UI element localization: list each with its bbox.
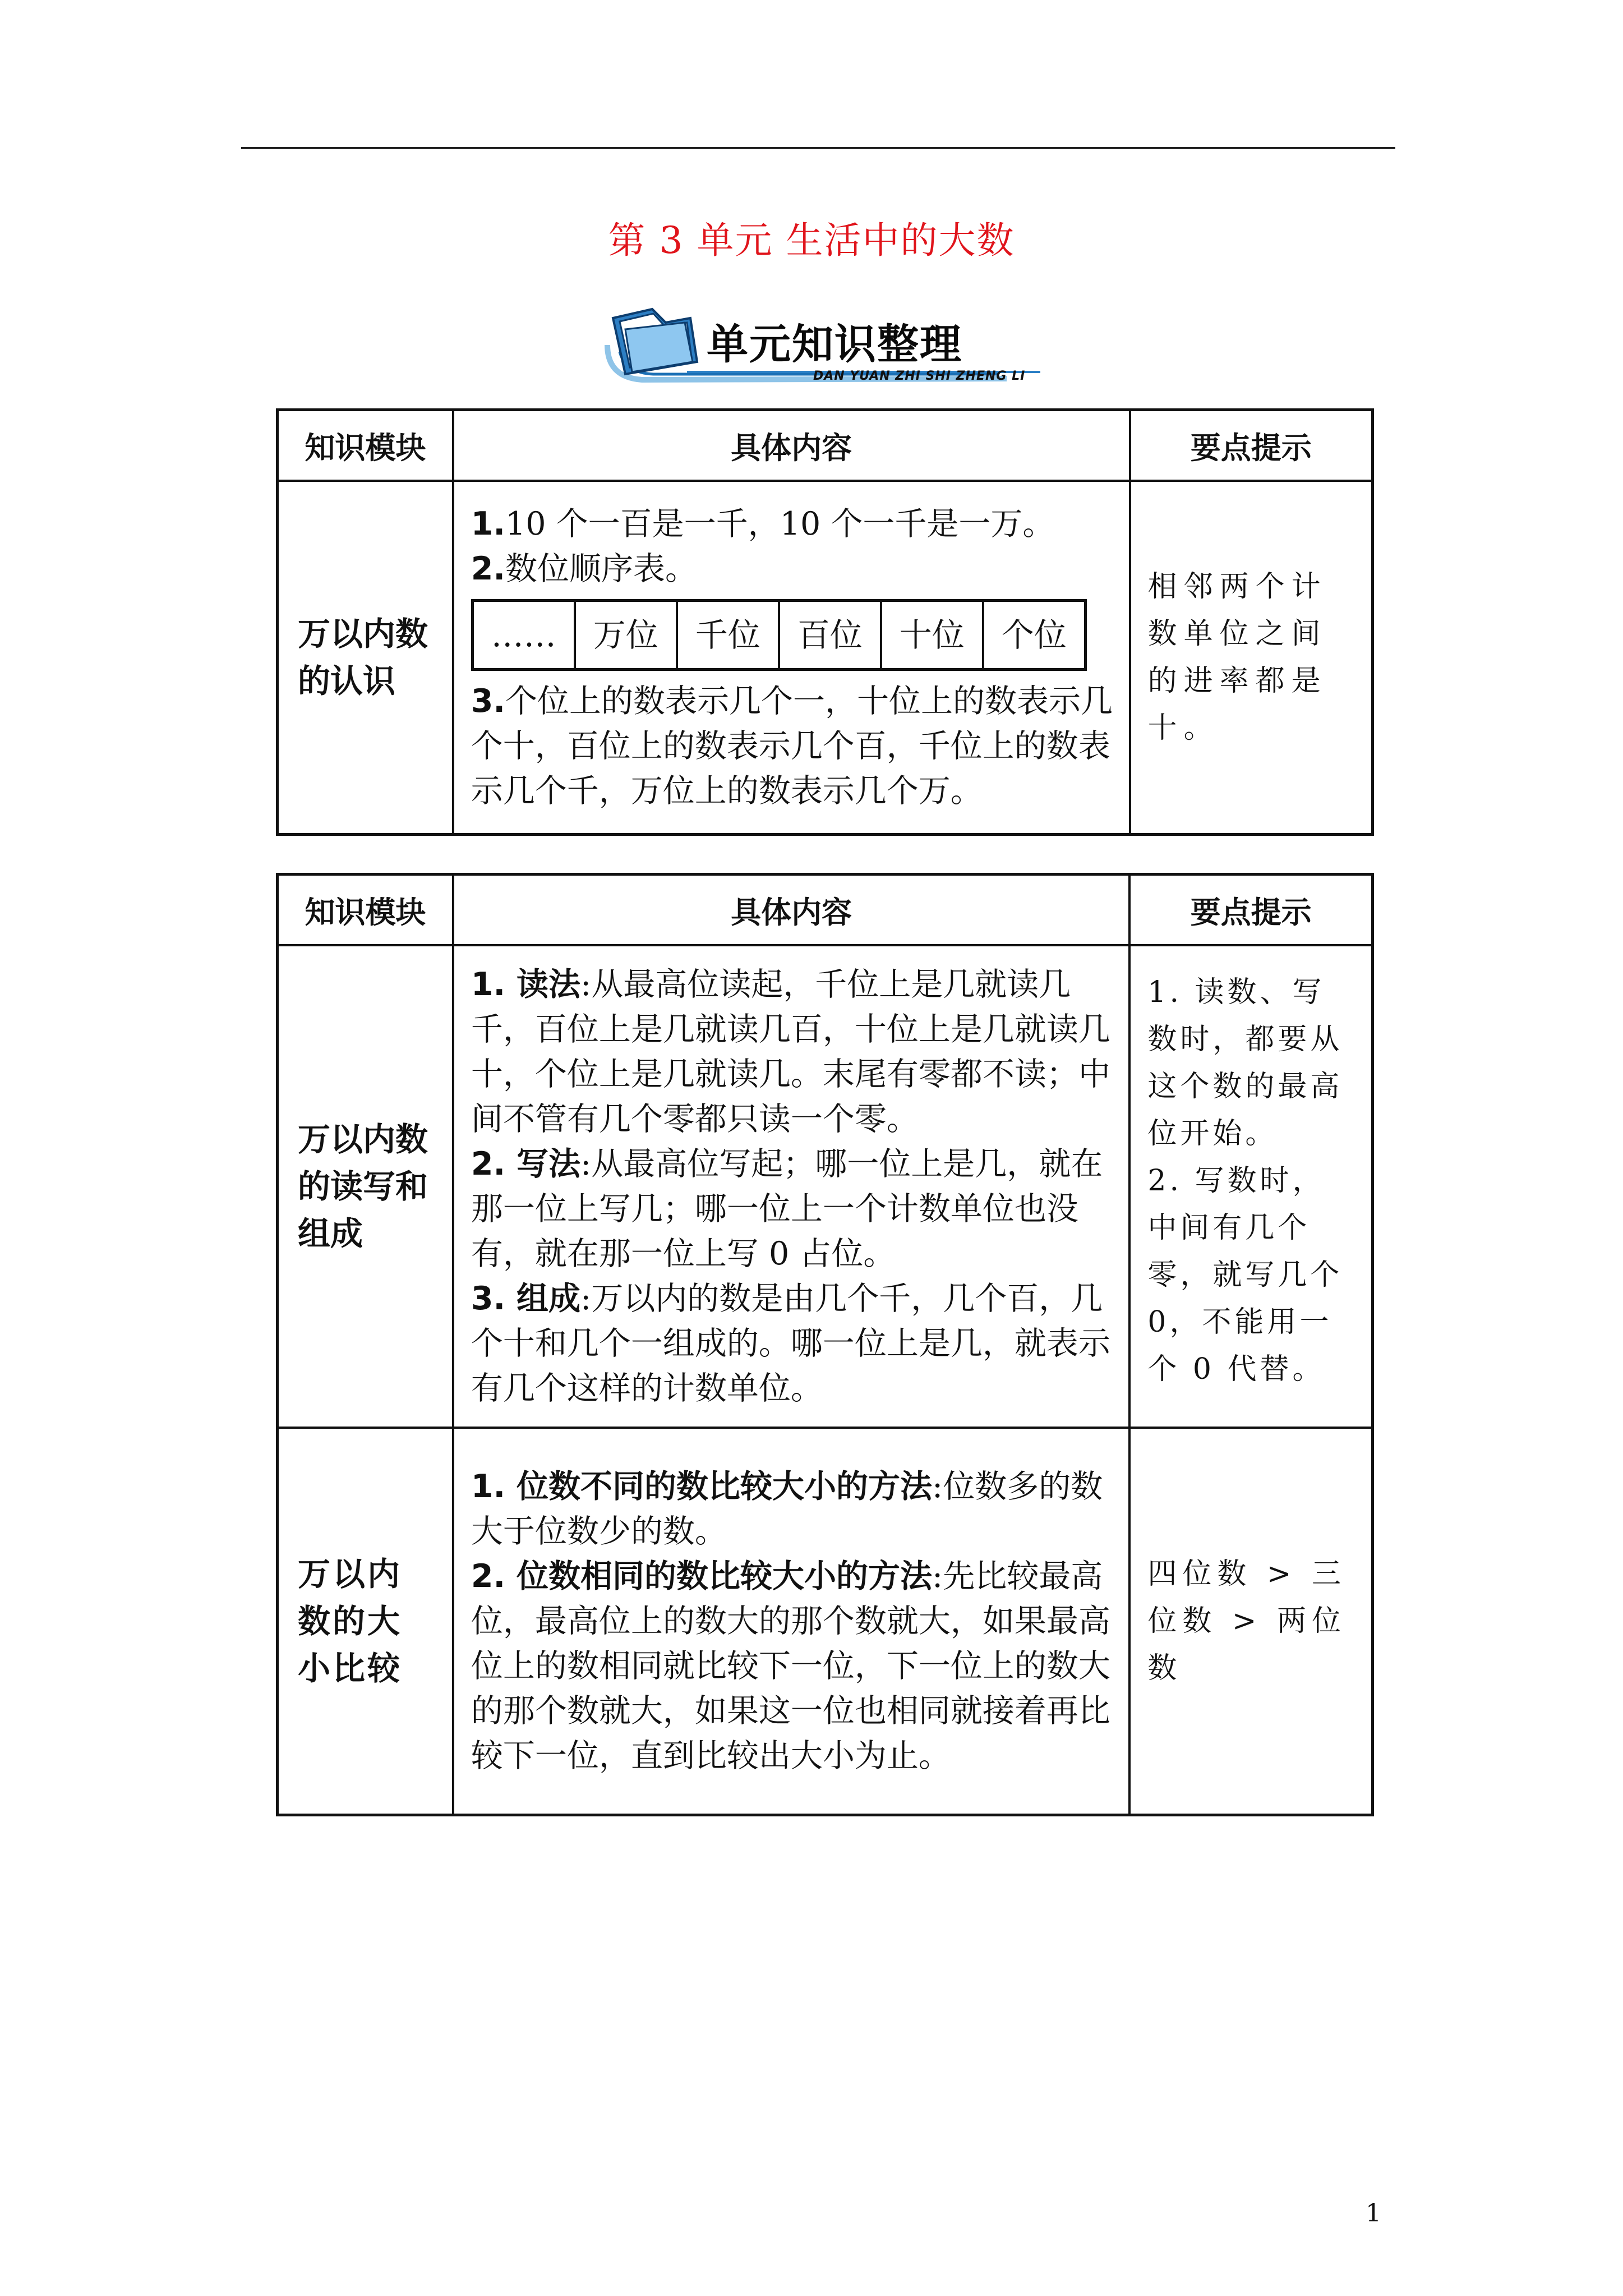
header-content: 具体内容 bbox=[453, 875, 1129, 946]
header-module: 知识模块 bbox=[278, 410, 453, 481]
place-ge: 个位 bbox=[983, 600, 1086, 669]
list-item: 1. 读法:从最高位读起，千位上是几就读几千，百位上是几就读几百，十位上是几就读几十，个位上是几就读几。末尾有零都不读；中间不管有几个零都只读一个零。 bbox=[471, 966, 1110, 1138]
content-cell bbox=[453, 1428, 1129, 1815]
knowledge-table-2 bbox=[276, 873, 1374, 1816]
banner-subtitle: DAN YUAN ZHI SHI ZHENG LI bbox=[813, 369, 1026, 383]
table-row bbox=[278, 481, 1373, 834]
content-cell bbox=[453, 481, 1130, 834]
list-item: 3. 组成:万以内的数是由几个千，几个百，几个十和几个一组成的。哪一位上是几，就表示有几个这样的计数单位。 bbox=[471, 1280, 1110, 1407]
module-cell: 万以内数的大小比较 bbox=[278, 1428, 453, 1815]
list-item: 2.数位顺序表。 bbox=[471, 550, 698, 587]
list-item: 2. 写法:从最高位写起；哪一位上是几，就在那一位上写几；哪一位上一个计数单位也没有，就在那一位上写 0 占位。 bbox=[471, 1145, 1103, 1272]
banner-title: 单元知识整理 bbox=[707, 320, 962, 369]
unit-title: 第 3 单元 生活中的大数 bbox=[608, 219, 1015, 262]
header-row bbox=[278, 875, 1373, 946]
header-row bbox=[278, 410, 1373, 481]
tip-cell bbox=[1129, 945, 1372, 1428]
header-tip: 要点提示 bbox=[1130, 410, 1373, 481]
list-item: 1. 位数不同的数比较大小的方法:位数多的数大于位数少的数。 bbox=[471, 1467, 1103, 1550]
place-shi: 十位 bbox=[881, 600, 983, 669]
list-item: 2. 位数相同的数比较大小的方法:先比较最高位，最高位上的数大的那个数就大，如果最高位上的数相同就比较下一位，下一位上的数大的那个数就大，如果这一位也相同就接着再比较下一位，直到比较出大小为止。 bbox=[471, 1557, 1110, 1774]
content-cell bbox=[453, 945, 1129, 1428]
table-row bbox=[278, 1428, 1373, 1815]
header-module: 知识模块 bbox=[278, 875, 453, 946]
tip-cell: 相邻两个计数单位之间的进率都是十。 bbox=[1130, 481, 1373, 834]
place-ellipsis: …… bbox=[472, 600, 575, 669]
table-row bbox=[278, 945, 1373, 1428]
place-qian: 千位 bbox=[677, 600, 779, 669]
place-value-table bbox=[471, 599, 1087, 671]
module-cell: 万以内数的认识 bbox=[278, 481, 453, 834]
header-content: 具体内容 bbox=[453, 410, 1130, 481]
section-banner bbox=[603, 306, 1052, 395]
top-rule bbox=[241, 147, 1395, 149]
tip-cell: 四位数 > 三位数 > 两位数 bbox=[1129, 1428, 1372, 1815]
place-wan: 万位 bbox=[575, 600, 677, 669]
tip-1: 1. 读数、写数时，都要从这个数的最高位开始。 bbox=[1147, 976, 1343, 1151]
page-number: 1 bbox=[1366, 2199, 1381, 2228]
header-tip: 要点提示 bbox=[1129, 875, 1372, 946]
module-cell: 万以内数的读写和组成 bbox=[278, 945, 453, 1428]
list-item: 1.10 个一百是一千，10 个一千是一万。 bbox=[471, 505, 1055, 542]
tip-2: 2. 写数时，中间有几个零，就写几个 0，不能用一个 0 代替。 bbox=[1147, 1164, 1343, 1386]
list-item: 3.个位上的数表示几个一，十位上的数表示几个十，百位上的数表示几个百，千位上的数表示几个千，万位上的数表示几个万。 bbox=[471, 682, 1113, 809]
knowledge-table-1 bbox=[276, 408, 1374, 836]
place-bai: 百位 bbox=[779, 600, 881, 669]
